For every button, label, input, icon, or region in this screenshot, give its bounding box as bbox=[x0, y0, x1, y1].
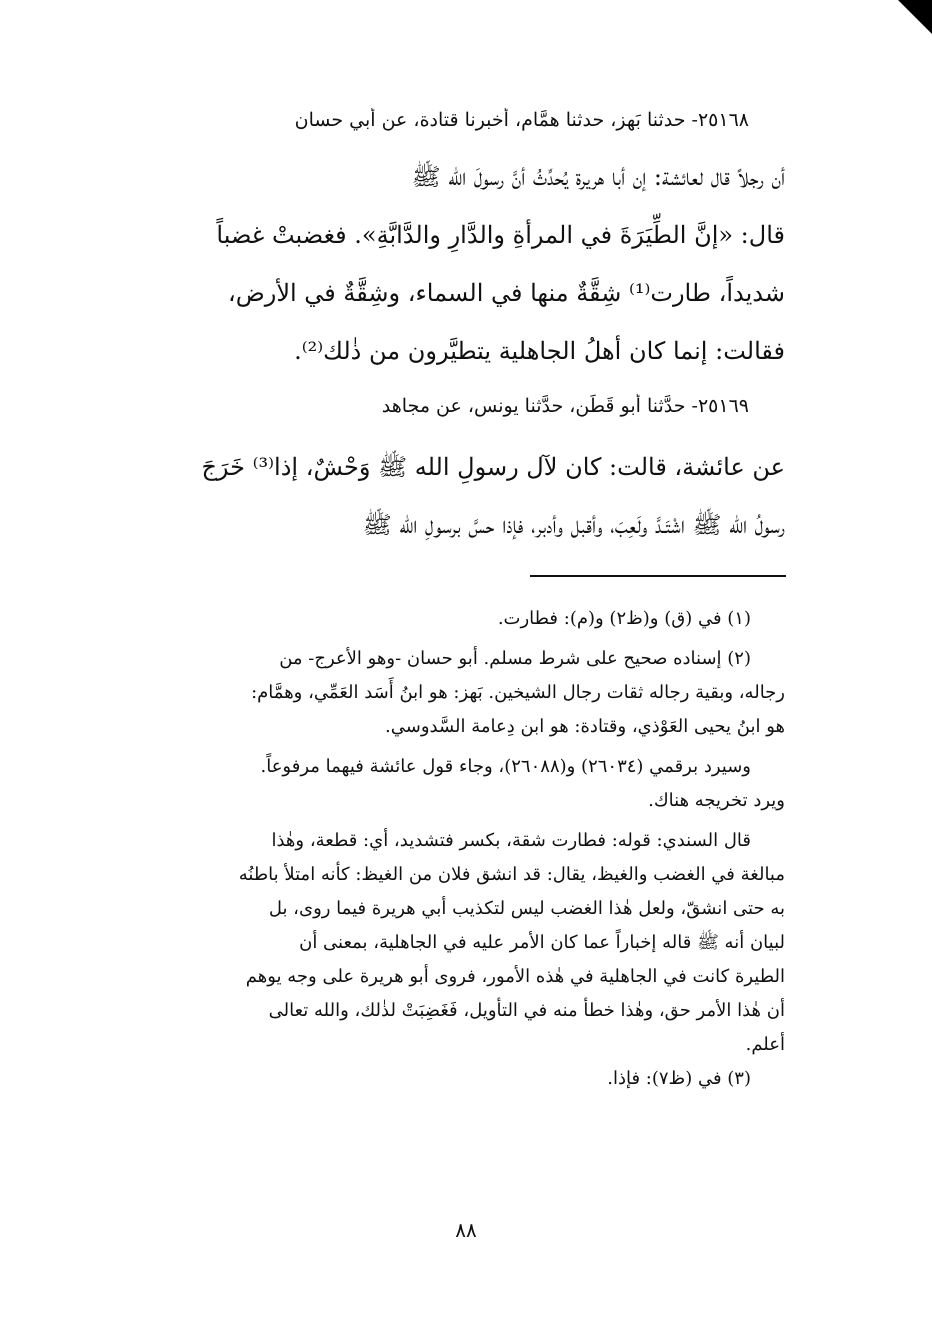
footnote-2-sindi-commentary bbox=[130, 824, 785, 1062]
footnotes bbox=[130, 602, 785, 1096]
footnote-line: هو ابنُ يحيى العَوْذي، وقتادة: هو ابن دِعامة السَّدوسي. bbox=[385, 716, 785, 737]
footnote-line: ويرد تخريجه هناك. bbox=[648, 790, 785, 811]
footnote-divider bbox=[530, 575, 786, 577]
footnote-line: لبيان أنه ﷺ قاله إخباراً عما كان الأمر عليه في الجاهلية، بمعنى أن bbox=[299, 932, 785, 953]
footnote-line: الطيرة كانت في الجاهلية في هٰذه الأمور، فروى أبو هريرة على وجه يوهم bbox=[245, 966, 785, 987]
footnote-2-continued bbox=[130, 750, 785, 818]
footnote-line: أن هٰذا الأمر حق، وهٰذا خطأ منه في التأويل، فَغَضِبَتْ لذٰلك، والله تعالى bbox=[268, 1000, 785, 1021]
hadith-25168-isnad: ٢٥١٦٨- حدثنا بَهز، حدثنا همَّام، أخبرنا قتادة، عن أبي حسان bbox=[294, 109, 749, 131]
footnote-2 bbox=[130, 642, 785, 744]
corner-marker bbox=[898, 0, 932, 34]
text-line: رسولُ الله ﷺ اشْتَـدَّ ولَعِبَ، وأقبل وأدبر، فإذا حسَّ برسولِ الله ﷺ bbox=[362, 511, 785, 539]
hadith-25169 bbox=[130, 394, 785, 418]
page-number: ٨٨ bbox=[455, 1218, 477, 1242]
hadith-25169-text bbox=[130, 438, 785, 554]
footnote-line: أعلم. bbox=[745, 1034, 785, 1055]
text-line: شديداً، طارت⁽¹⁾ شِقَّةٌ منها في السماء، وشِقَّةٌ في الأرض، bbox=[227, 279, 785, 307]
footnote-line: قال السندي: قوله: فطارت شقة، بكسر فتشديد، أي: قطعة، وهٰذا bbox=[271, 830, 751, 851]
text-line: فقالت: إنما كان أهلُ الجاهلية يتطيَّرون من ذٰلك⁽²⁾. bbox=[294, 337, 785, 365]
footnote-3 bbox=[130, 1062, 785, 1096]
hadith-25168 bbox=[130, 108, 785, 132]
footnote-line: وسيرد برقمي (٢٦٠٣٤) و(٢٦٠٨٨)، وجاء قول عائشة فيهما مرفوعاً. bbox=[260, 756, 751, 777]
text-line: عن عائشة، قالت: كان لآل رسولِ الله ﷺ وَحْشٌ، إذا⁽³⁾ خَرَجَ bbox=[201, 453, 785, 481]
footnote-line: رجاله، وبقية رجاله ثقات رجال الشيخين. بَهز: هو ابنُ أَسَد العَمِّي، وهمَّام: bbox=[251, 682, 785, 703]
hadith-25168-text bbox=[130, 148, 785, 380]
footnote-line: مبالغة في الغضب والغيظ، يقال: قد انشق فلان من الغيظ: كأنه امتلأ باطنُه bbox=[238, 864, 785, 885]
footnote-line: (١) في (ق) و(ظ٢) و(م): فطارت. bbox=[497, 608, 751, 629]
footnote-line: (٢) إسناده صحيح على شرط مسلم. أبو حسان -وهو الأعرج- من bbox=[279, 648, 751, 669]
footnote-line: به حتى انشقّ، ولعل هٰذا الغضب ليس لتكذيب أبي هريرة فيما روى، بل bbox=[268, 898, 785, 919]
text-line: أن رجلاً قال لعائشة: إن أبا هريرة يُحدِّثُ أنَّ رسولَ الله ﷺ bbox=[411, 163, 785, 191]
text-line: قال: «إنَّ الطِّيَرَةَ في المرأةِ والدَّارِ والدَّابَّةِ». فغضبتْ غضباً bbox=[216, 221, 785, 249]
footnote-line: (٣) في (ظ٧): فإذا. bbox=[607, 1068, 751, 1089]
footnote-1 bbox=[130, 602, 785, 636]
hadith-25169-isnad: ٢٥١٦٩- حدَّثنا أبو قَطَن، حدَّثنا يونس، عن مجاهد bbox=[381, 395, 749, 417]
